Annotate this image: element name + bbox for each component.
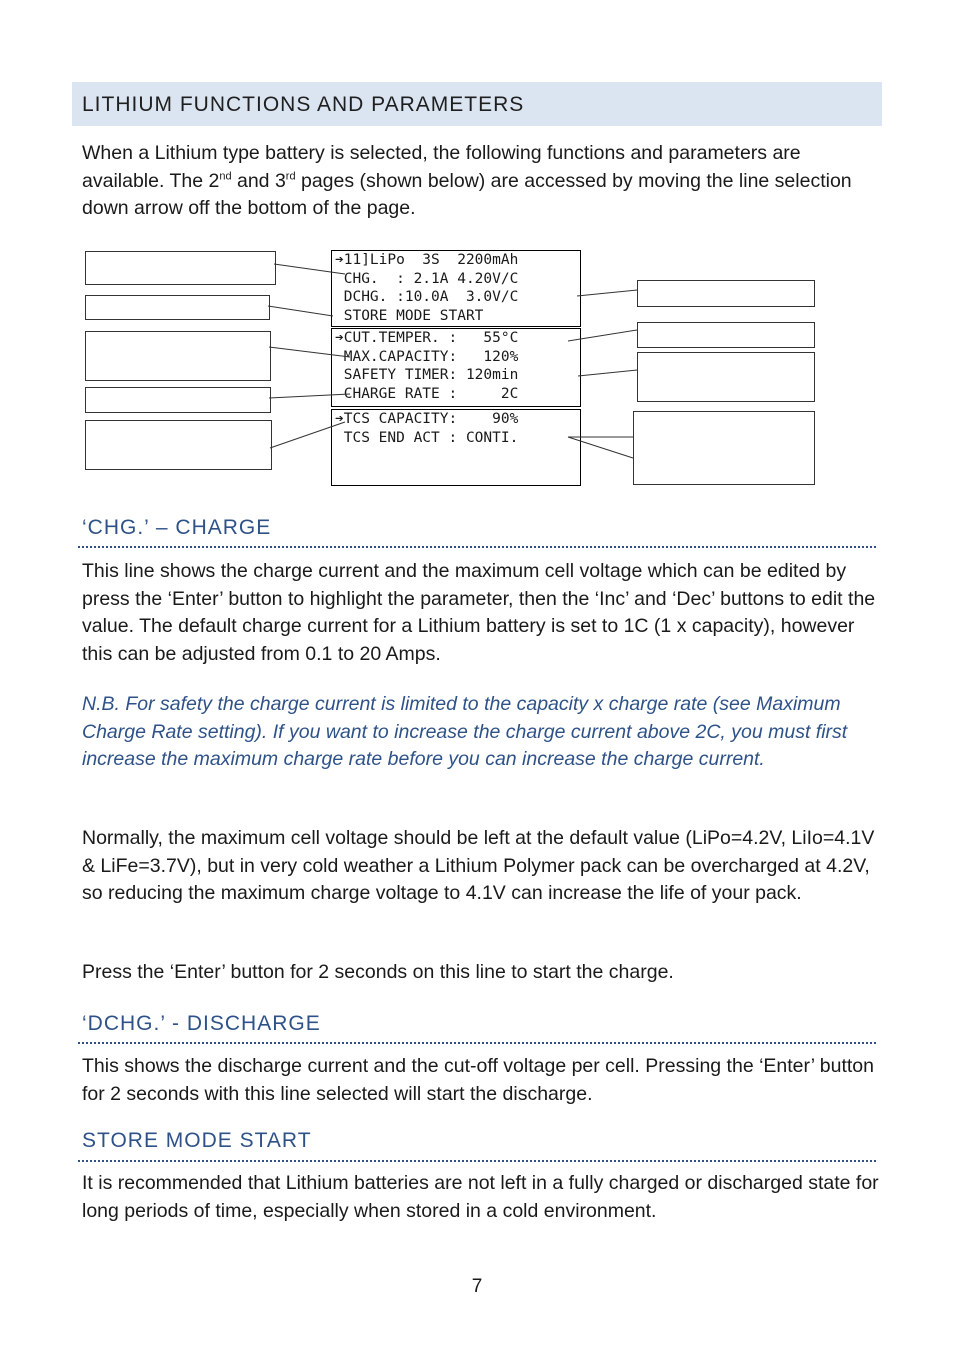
lcd-line: CHG. : 2.1A 4.20V/C — [335, 270, 519, 287]
callout-box — [85, 295, 270, 320]
callout-box — [85, 331, 271, 381]
charge-paragraph-3: Press the ‘Enter’ button for 2 seconds on this line to start the charge. — [82, 961, 674, 983]
lcd-line: ➔11]LiPo 3S 2200mAh — [335, 252, 519, 268]
lcd-page-2 — [331, 328, 581, 407]
discharge-heading: ‘DCHG.’ - DISCHARGE — [82, 1012, 321, 1035]
charge-note: N.B. For safety the charge current is limited to the capacity x charge rate (see Maximum Charge Rate setting). If you want to increase the charge current above 2C, you must first increase the maximum charge rate before you can increase the charge current. — [82, 693, 848, 770]
lcd-page-3 — [331, 409, 581, 486]
store-heading: STORE MODE START — [82, 1129, 312, 1152]
lcd-line: ➔CUT.TEMPER. : 55°C — [335, 330, 519, 346]
heading-rule — [78, 546, 876, 548]
callout-box — [85, 420, 272, 470]
callout-box — [637, 280, 815, 307]
lcd-line: TCS END ACT : CONTI. — [335, 429, 519, 446]
intro-text-1: When a Lithium type battery is selected, the following functions and parameters are available. The 2 — [82, 142, 801, 192]
callout-box — [637, 352, 815, 402]
callout-box — [85, 387, 271, 413]
section-title-bar — [72, 82, 882, 126]
discharge-paragraph: This shows the discharge current and the cut-off voltage per cell. Pressing the ‘Enter’ button for 2 seconds with this line selected will start the discharge. — [82, 1055, 874, 1105]
lcd-line: ➔TCS CAPACITY: 90% — [335, 411, 519, 427]
lcd-line: SAFETY TIMER: 120min — [335, 367, 519, 383]
charge-paragraph-2: Normally, the maximum cell voltage should be left at the default value (LiPo=4.2V, LiIo=4.1V & LiFe=3.7V), but in very cold weather a Lithium Polymer pack can be overcharged at 4.2V, so reducing the maximum charge voltage to 4.1V can increase the life of your pack. — [82, 827, 875, 904]
charge-paragraph-1: This line shows the charge current and the maximum cell voltage which can be edited by press the ‘Enter’ button to highlight the parameter, then the ‘Inc’ and ‘Dec’ buttons to edit the value. The default charge current for a Lithium battery is set to 1C (1 x capacity), however this can be adjusted from 0.1 to 20 Amps. — [82, 560, 876, 665]
section-title: LITHIUM FUNCTIONS AND PARAMETERS — [82, 93, 525, 116]
callout-box — [633, 411, 815, 485]
heading-rule — [78, 1160, 876, 1162]
page-number: 7 — [471, 1276, 483, 1297]
lcd-line: MAX.CAPACITY: 120% — [335, 348, 519, 365]
lcd-line: STORE MODE START — [335, 307, 484, 324]
store-paragraph: It is recommended that Lithium batteries are not left in a fully charged or discharged state for long periods of time, especially when stored in a cold environment. — [82, 1172, 879, 1222]
charge-heading: ‘CHG.’ – CHARGE — [82, 516, 272, 539]
heading-rule — [78, 1042, 876, 1044]
callout-box — [637, 322, 815, 348]
intro-text-3: pages (shown below) are accessed by moving the line selection down arrow off the bottom of the page. — [82, 169, 852, 219]
lcd-line: DCHG. :10.0A 3.0V/C — [335, 289, 519, 305]
callout-box — [85, 251, 276, 285]
lcd-line: CHARGE RATE : 2C — [335, 385, 519, 402]
intro-sup-1: nd — [219, 170, 232, 182]
intro-paragraph — [82, 140, 882, 223]
intro-text-2: and 3 — [231, 169, 286, 192]
intro-sup-2: rd — [285, 170, 296, 182]
lcd-page-1 — [331, 250, 581, 327]
